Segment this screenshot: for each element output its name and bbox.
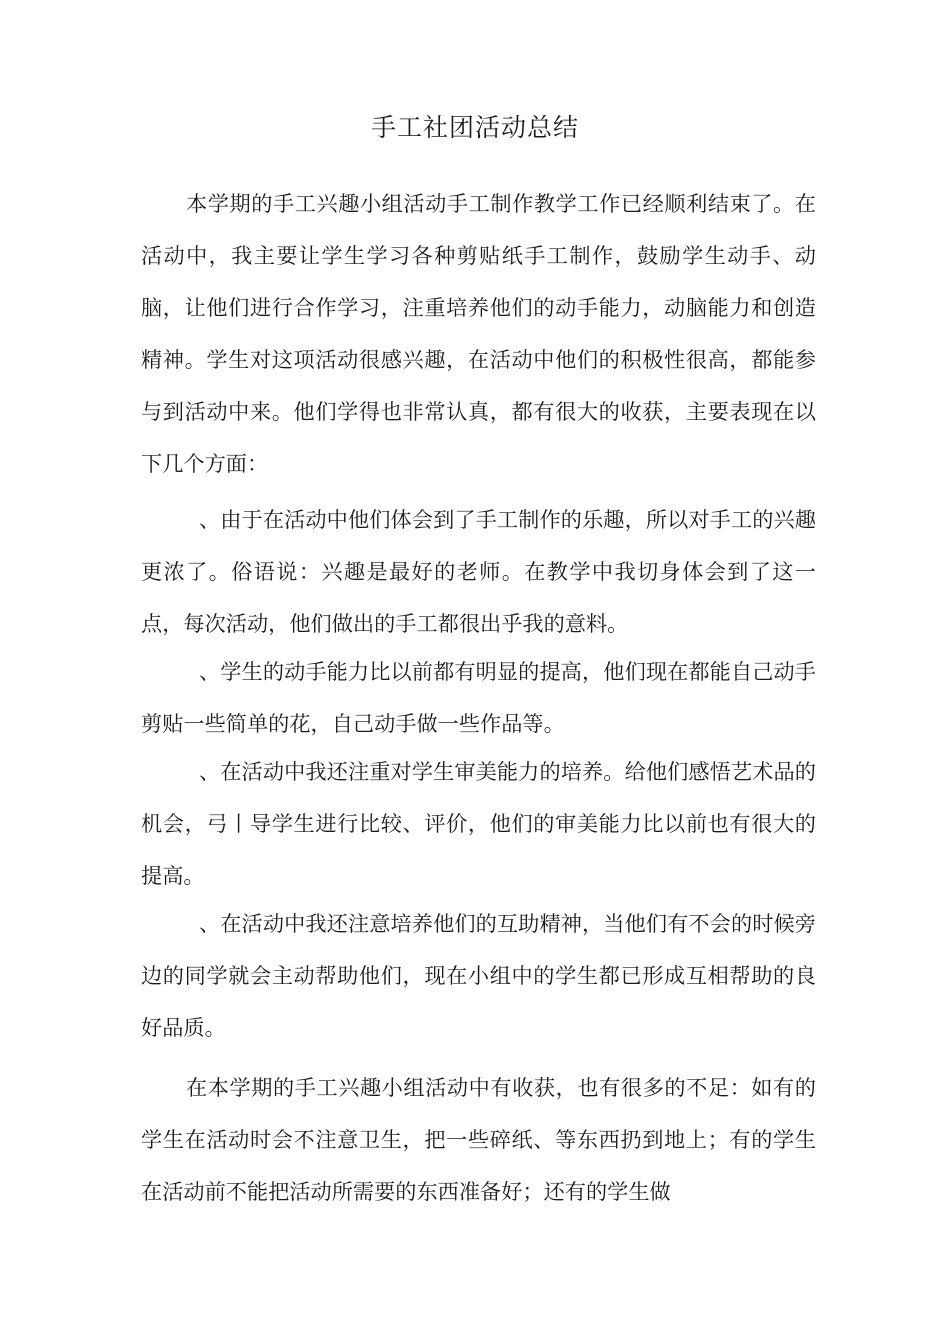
paragraph-point-mutual-help: 、在活动中我还注意培养他们的互助精神，当他们有不会的时候旁边的同学就会主动帮助他们，现在小组中的学生都已形成互相帮助的良好品质。 xyxy=(141,911,816,1040)
paragraph-point-aesthetics: 、在活动中我还注重对学生审美能力的培养。给他们感悟艺术品的机会，弓丨导学生进行比较、评价，他们的审美能力比以前也有很大的提高。 xyxy=(141,759,816,888)
paragraph-intro: 本学期的手工兴趣小组活动手工制作教学工作已经顺利结束了。在活动中，我主要让学生学习各种剪贴纸手工制作，鼓励学生动手、动脑，让他们进行合作学习，注重培养他们的动手能力，动脑能力和创造精神。学生对这项活动很感兴趣，在活动中他们的积极性很高，都能参与到活动中来。他们学得也非常认真，都有很大的收获，主要表现在以下几个方面： xyxy=(141,191,816,476)
document-title: 手工社团活动总结 xyxy=(370,113,579,142)
paragraph-point-interest: 、由于在活动中他们体会到了手工制作的乐趣，所以对手工的兴趣更浓了。俗语说：兴趣是最好的老师。在教学中我切身体会到了这一点，每次活动，他们做出的手工都很出乎我的意料。 xyxy=(141,507,816,636)
paragraph-shortcomings: 在本学期的手工兴趣小组活动中有收获，也有很多的不足：如有的学生在活动时会不注意卫生，把一些碎纸、等东西扔到地上；有的学生在活动前不能把活动所需要的东西准备好；还有的学生做 xyxy=(141,1075,816,1204)
paragraph-point-hands-on: 、学生的动手能力比以前都有明显的提高，他们现在都能自己动手剪贴一些简单的花，自己动手做一些作品等。 xyxy=(141,659,816,736)
